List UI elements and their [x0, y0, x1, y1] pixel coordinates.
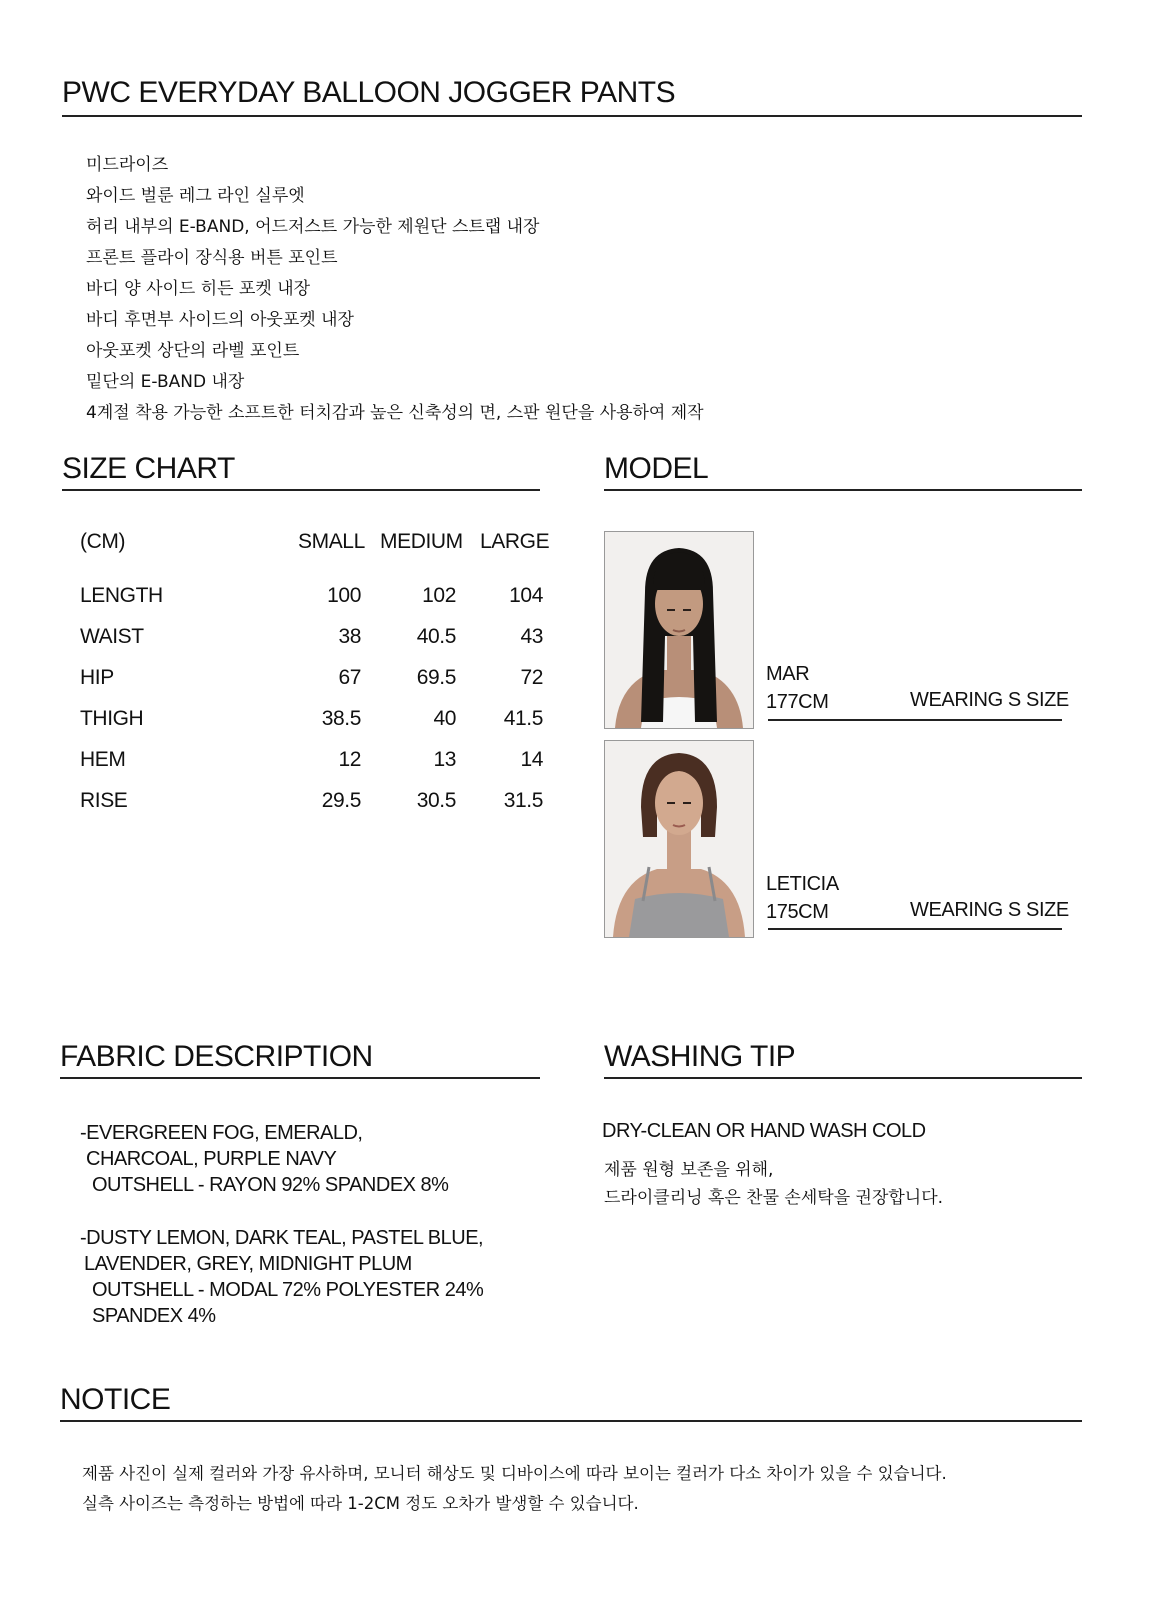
fabric-heading: FABRIC DESCRIPTION — [60, 1040, 373, 1073]
feature-item: 밑단의 E-BAND 내장 — [86, 372, 245, 392]
size-unit: (CM) — [80, 530, 126, 553]
model-heading: MODEL — [604, 452, 709, 485]
product-title: PWC EVERYDAY BALLOON JOGGER PANTS — [62, 76, 676, 109]
model-name: MAR — [766, 663, 810, 685]
value-medium: 30.5 — [416, 789, 456, 812]
fabric-group-2 — [80, 1225, 483, 1329]
model-portrait-illustration — [605, 532, 753, 728]
value-medium: 40.5 — [416, 625, 456, 648]
value-medium: 102 — [422, 584, 456, 607]
size-row-waist — [80, 625, 560, 655]
column-small: SMALL — [298, 530, 365, 553]
notice-line: 제품 사진이 실제 컬러와 가장 유사하며, 모니터 해상도 및 디바이스에 따라 보이는 컬러가 다소 차이가 있을 수 있습니다. — [82, 1464, 947, 1483]
value-small: 12 — [338, 748, 361, 771]
value-small: 38 — [338, 625, 361, 648]
size-row-thigh — [80, 707, 560, 737]
value-large: 72 — [520, 666, 543, 689]
value-small: 38.5 — [321, 707, 361, 730]
row-label: LENGTH — [80, 584, 163, 607]
model-divider-leticia — [768, 928, 1062, 930]
notice-line: 실측 사이즈는 측정하는 방법에 따라 1-2CM 정도 오차가 발생할 수 있습니다. — [82, 1494, 639, 1513]
model-wearing-size: WEARING S SIZE — [910, 689, 1069, 711]
notice-divider — [60, 1420, 1082, 1422]
value-medium: 40 — [433, 707, 456, 730]
feature-item: 와이드 벌룬 레그 라인 실루엣 — [86, 186, 305, 206]
size-row-hem — [80, 748, 560, 778]
row-label: THIGH — [80, 707, 144, 730]
washing-divider — [604, 1077, 1082, 1079]
title-divider — [62, 115, 1082, 117]
model-photo-mar — [604, 531, 754, 729]
model-wearing-size: WEARING S SIZE — [910, 899, 1069, 921]
feature-item: 4계절 착용 가능한 소프트한 터치감과 높은 신축성의 면, 스판 원단을 사용하여 제작 — [86, 403, 704, 423]
value-small: 67 — [338, 666, 361, 689]
value-small: 29.5 — [321, 789, 361, 812]
washing-instruction: DRY-CLEAN OR HAND WASH COLD — [602, 1120, 926, 1142]
fabric-composition: OUTSHELL - MODAL 72% POLYESTER 24% — [92, 1279, 484, 1301]
model-divider-mar — [768, 719, 1062, 721]
value-large: 14 — [520, 748, 543, 771]
value-large: 43 — [520, 625, 543, 648]
size-chart-divider — [62, 489, 540, 491]
fabric-colors: -EVERGREEN FOG, EMERALD, — [80, 1122, 363, 1144]
feature-item: 바디 후면부 사이드의 아웃포켓 내장 — [86, 310, 354, 330]
model-divider — [604, 489, 1082, 491]
washing-note: 드라이클리닝 혹은 찬물 손세탁을 권장합니다. — [604, 1188, 944, 1208]
value-large: 41.5 — [503, 707, 543, 730]
row-label: HEM — [80, 748, 126, 771]
model-height: 175CM — [766, 901, 829, 923]
fabric-colors: LAVENDER, GREY, MIDNIGHT PLUM — [84, 1253, 412, 1275]
model-photo-leticia — [604, 740, 754, 938]
feature-item: 아웃포켓 상단의 라벨 포인트 — [86, 341, 300, 361]
fabric-divider — [60, 1077, 540, 1079]
size-row-rise — [80, 789, 560, 819]
fabric-colors: -DUSTY LEMON, DARK TEAL, PASTEL BLUE, — [80, 1227, 484, 1249]
washing-note: 제품 원형 보존을 위해, — [604, 1160, 774, 1180]
feature-list — [86, 150, 704, 429]
feature-item: 허리 내부의 E-BAND, 어드저스트 가능한 제원단 스트랩 내장 — [86, 217, 540, 237]
value-small: 100 — [327, 584, 361, 607]
row-label: HIP — [80, 666, 114, 689]
model-portrait-illustration — [605, 741, 753, 937]
value-large: 31.5 — [503, 789, 543, 812]
fabric-colors: CHARCOAL, PURPLE NAVY — [86, 1148, 337, 1170]
fabric-composition: SPANDEX 4% — [92, 1305, 216, 1327]
feature-item: 바디 양 사이드 히든 포켓 내장 — [86, 279, 311, 299]
fabric-composition: OUTSHELL - RAYON 92% SPANDEX 8% — [92, 1174, 449, 1196]
fabric-group-1 — [80, 1120, 448, 1198]
feature-item: 프론트 플라이 장식용 버튼 포인트 — [86, 248, 338, 268]
value-large: 104 — [509, 584, 543, 607]
size-row-hip — [80, 666, 560, 696]
column-medium: MEDIUM — [380, 530, 463, 553]
size-row-length — [80, 584, 560, 614]
washing-heading: WASHING TIP — [604, 1040, 796, 1073]
notice-heading: NOTICE — [60, 1383, 171, 1416]
size-chart-heading: SIZE CHART — [62, 452, 235, 485]
value-medium: 69.5 — [416, 666, 456, 689]
row-label: WAIST — [80, 625, 144, 648]
row-label: RISE — [80, 789, 128, 812]
feature-item: 미드라이즈 — [86, 155, 169, 175]
column-large: LARGE — [480, 530, 550, 553]
value-medium: 13 — [433, 748, 456, 771]
model-height: 177CM — [766, 691, 829, 713]
model-name: LETICIA — [766, 873, 839, 895]
